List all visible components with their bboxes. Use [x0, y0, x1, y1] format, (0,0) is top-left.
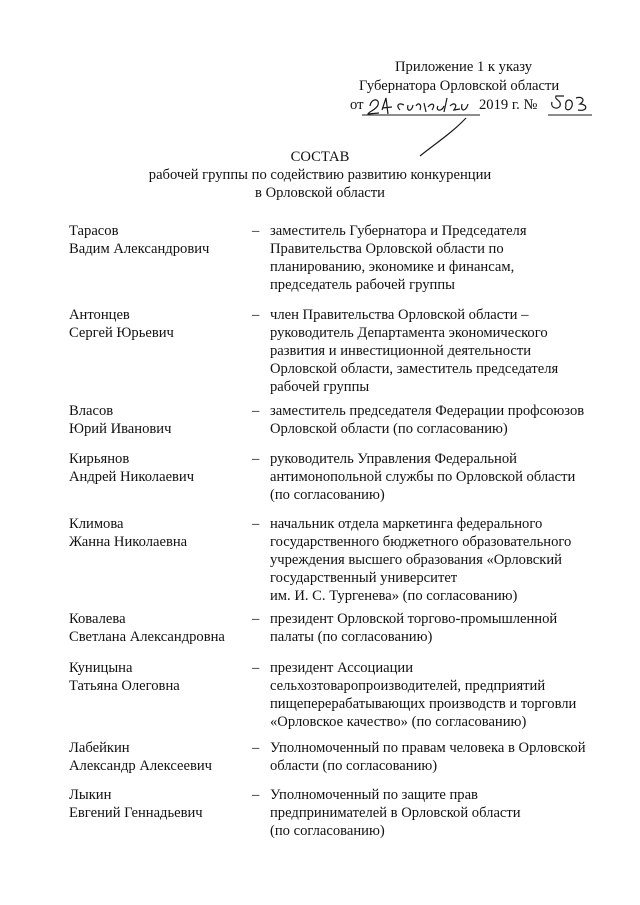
- role-line: им. И. С. Тургенева» (по согласованию): [270, 588, 518, 604]
- member-surname: Климова: [69, 516, 124, 532]
- member-role: [270, 515, 620, 605]
- role-line: учреждения высшего образования «Орловский: [270, 552, 562, 568]
- role-line: планированию, экономике и финансам,: [270, 259, 515, 275]
- member-given-name: Татьяна Олеговна: [69, 678, 180, 694]
- member-surname: Антонцев: [69, 307, 130, 323]
- member-role: [270, 739, 620, 775]
- member-role: [270, 659, 620, 731]
- role-line: государственного бюджетного образовательного: [270, 534, 572, 550]
- member-surname: Тарасов: [69, 223, 119, 239]
- role-line: «Орловское качество» (по согласованию): [270, 714, 527, 730]
- role-line: заместитель Губернатора и Председателя: [270, 223, 527, 239]
- member-name: [69, 306, 254, 342]
- member-role: [270, 610, 620, 646]
- member-given-name: Александр Алексеевич: [69, 758, 213, 774]
- role-line: сельхозтоваропроизводителей, предприятий: [270, 678, 546, 694]
- member-name: [69, 450, 254, 486]
- member-surname: Кирьянов: [69, 451, 130, 467]
- title-line-2: рабочей группы по содействию развитию конкуренции: [148, 167, 492, 183]
- role-line: палаты (по согласованию): [270, 629, 433, 645]
- role-line: член Правительства Орловской области –: [270, 307, 529, 323]
- role-line: президент Орловской торгово-промышленной: [270, 611, 558, 627]
- member-given-name: Андрей Николаевич: [69, 469, 195, 485]
- member-role: [270, 222, 620, 294]
- dash-separator: –: [252, 660, 260, 676]
- member-surname: Власов: [69, 403, 114, 419]
- role-line: пищеперерабатывающих производств и торговли: [270, 696, 577, 712]
- appendix-line-1: Приложение 1 к указу: [395, 59, 533, 75]
- member-role: [270, 306, 620, 396]
- role-line: Орловской области, заместитель председателя: [270, 361, 559, 377]
- document-title: [0, 148, 640, 202]
- handwritten-number: [548, 88, 594, 122]
- dash-separator: –: [252, 307, 260, 323]
- member-role: [270, 786, 620, 840]
- role-line: начальник отдела маркетинга федерального: [270, 516, 543, 532]
- member-given-name: Евгений Геннадьевич: [69, 805, 203, 821]
- member-surname: Лыкин: [69, 787, 112, 803]
- member-role: [270, 450, 620, 504]
- role-line: Правительства Орловской области по: [270, 241, 504, 257]
- appendix-from-label: от: [350, 97, 364, 113]
- role-line: (по согласованию): [270, 487, 385, 503]
- role-line: заместитель председателя Федерации профсоюзов: [270, 403, 585, 419]
- role-line: области (по согласованию): [270, 758, 438, 774]
- member-given-name: Юрий Иванович: [69, 421, 172, 437]
- member-surname: Лабейкин: [69, 740, 130, 756]
- role-line: антимонопольной службы по Орловской области: [270, 469, 576, 485]
- member-given-name: Сергей Юрьевич: [69, 325, 174, 341]
- member-name: [69, 659, 254, 695]
- member-name: [69, 610, 254, 646]
- appendix-line-2: Губернатора Орловской области: [359, 78, 560, 94]
- role-line: государственный университет: [270, 570, 458, 586]
- member-surname: Куницына: [69, 660, 133, 676]
- member-name: [69, 786, 254, 822]
- dash-separator: –: [252, 516, 260, 532]
- role-line: президент Ассоциации: [270, 660, 414, 676]
- member-name: [69, 402, 254, 438]
- member-name: [69, 739, 254, 775]
- appendix-year-number: 2019 г. №: [479, 97, 538, 113]
- role-line: руководитель Управления Федеральной: [270, 451, 517, 467]
- member-given-name: Вадим Александрович: [69, 241, 210, 257]
- role-line: предпринимателей в Орловской области: [270, 805, 521, 821]
- dash-separator: –: [252, 611, 260, 627]
- dash-separator: –: [252, 403, 260, 419]
- role-line: руководитель Департамента экономического: [270, 325, 548, 341]
- dash-separator: –: [252, 740, 260, 756]
- member-name: [69, 222, 254, 258]
- role-line: развития и инвестиционной деятельности: [270, 343, 532, 359]
- title-heading: СОСТАВ: [290, 149, 350, 165]
- role-line: (по согласованию): [270, 823, 385, 839]
- member-role: [270, 402, 620, 438]
- dash-separator: –: [252, 451, 260, 467]
- dash-separator: –: [252, 787, 260, 803]
- title-line-3: в Орловской области: [255, 185, 385, 201]
- member-name: [69, 515, 254, 551]
- role-line: рабочей группы: [270, 379, 370, 395]
- role-line: председатель рабочей группы: [270, 277, 455, 293]
- role-line: Уполномоченный по защите прав: [270, 787, 478, 803]
- role-line: Уполномоченный по правам человека в Орловской: [270, 740, 586, 756]
- member-given-name: Светлана Александровна: [69, 629, 225, 645]
- member-surname: Ковалева: [69, 611, 126, 627]
- dash-separator: –: [252, 223, 260, 239]
- role-line: Орловской области (по согласованию): [270, 421, 508, 437]
- member-given-name: Жанна Николаевна: [69, 534, 188, 550]
